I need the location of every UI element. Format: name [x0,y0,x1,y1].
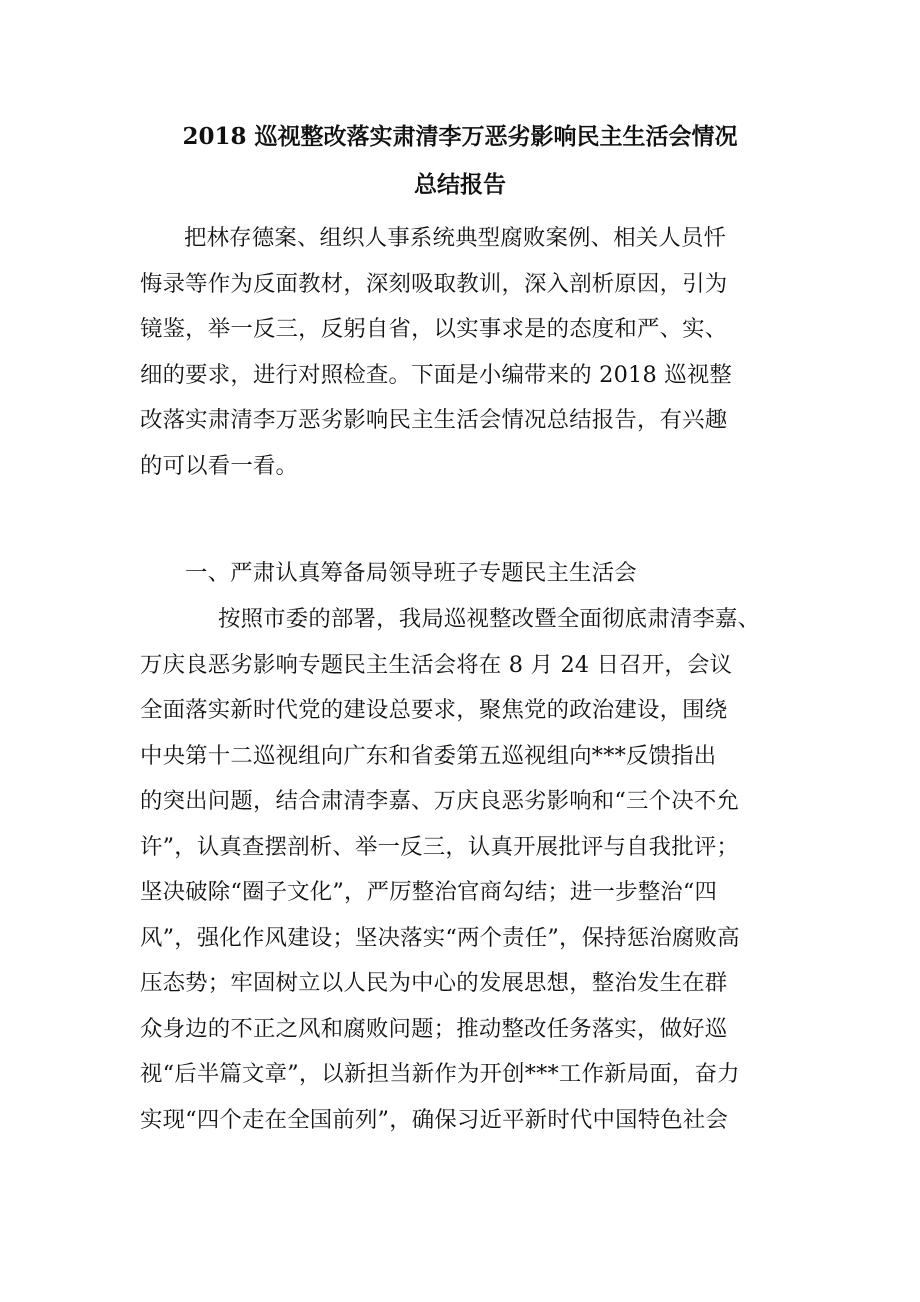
section-line: 视“后半篇文章”，以新担当新作为开创***工作新局面，奋力 [140,1061,740,1087]
section-line: 的突出问题，结合肃清李嘉、万庆良恶劣影响和“三个决不允 [140,788,740,814]
intro-paragraph [140,216,785,489]
section-line: 风”，强化作风建设；坚决落实“两个责任”，保持惩治腐败高 [140,924,740,951]
section-line: 全面落实新时代党的建设总要求，聚焦党的政治建设，围绕 [140,697,728,723]
intro-line: 悔录等作为反面教材，深刻吸取教训，深入剖析原因，引为 [140,270,728,297]
section-line: 中央第十二巡视组向广东和省委第五巡视组向***反馈指出 [140,742,717,769]
section-heading: 一、严肃认真筹备局领导班子专题民主生活会 [185,560,637,586]
intro-line: 镜鉴，举一反三，反躬自省，以实事求是的态度和严、实、 [140,316,728,342]
document-title-line-2: 总结报告 [414,171,506,198]
section-line: 压态势；牢固树立以人民为中心的发展思想，整治发生在群 [140,970,728,996]
intro-line: 把林存德案、组织人事系统典型腐败案例、相关人员忏 [184,225,727,251]
intro-line: 改落实肃清李万恶劣影响民主生活会情况总结报告，有兴趣 [140,407,728,433]
intro-line: 的可以看一看。 [140,452,299,479]
section-line: 万庆良恶劣影响专题民主生活会将在 8 月 24 日召开，会议 [140,651,733,678]
section-paragraph [140,597,785,1143]
intro-line: 细的要求，进行对照检查。下面是小编带来的 2018 巡视整 [140,361,733,388]
section-line: 坚决破除“圈子文化”，严厉整治官商勾结；进一步整治“四 [140,879,718,905]
section-line: 按照市委的部署，我局巡视整改暨全面彻底肃清李嘉、 [218,606,761,632]
document-title-line-1: 2018 巡视整改落实肃清李万恶劣影响民主生活会情况 [182,123,738,150]
section-line: 众身边的不正之风和腐败问题；推动整改任务落实，做好巡 [140,1015,728,1042]
section-line: 实现“四个走在全国前列”，确保习近平新时代中国特色社会 [140,1106,729,1133]
section-line: 许”，认真查摆剖析、举一反三，认真开展批评与自我批评； [140,833,740,860]
